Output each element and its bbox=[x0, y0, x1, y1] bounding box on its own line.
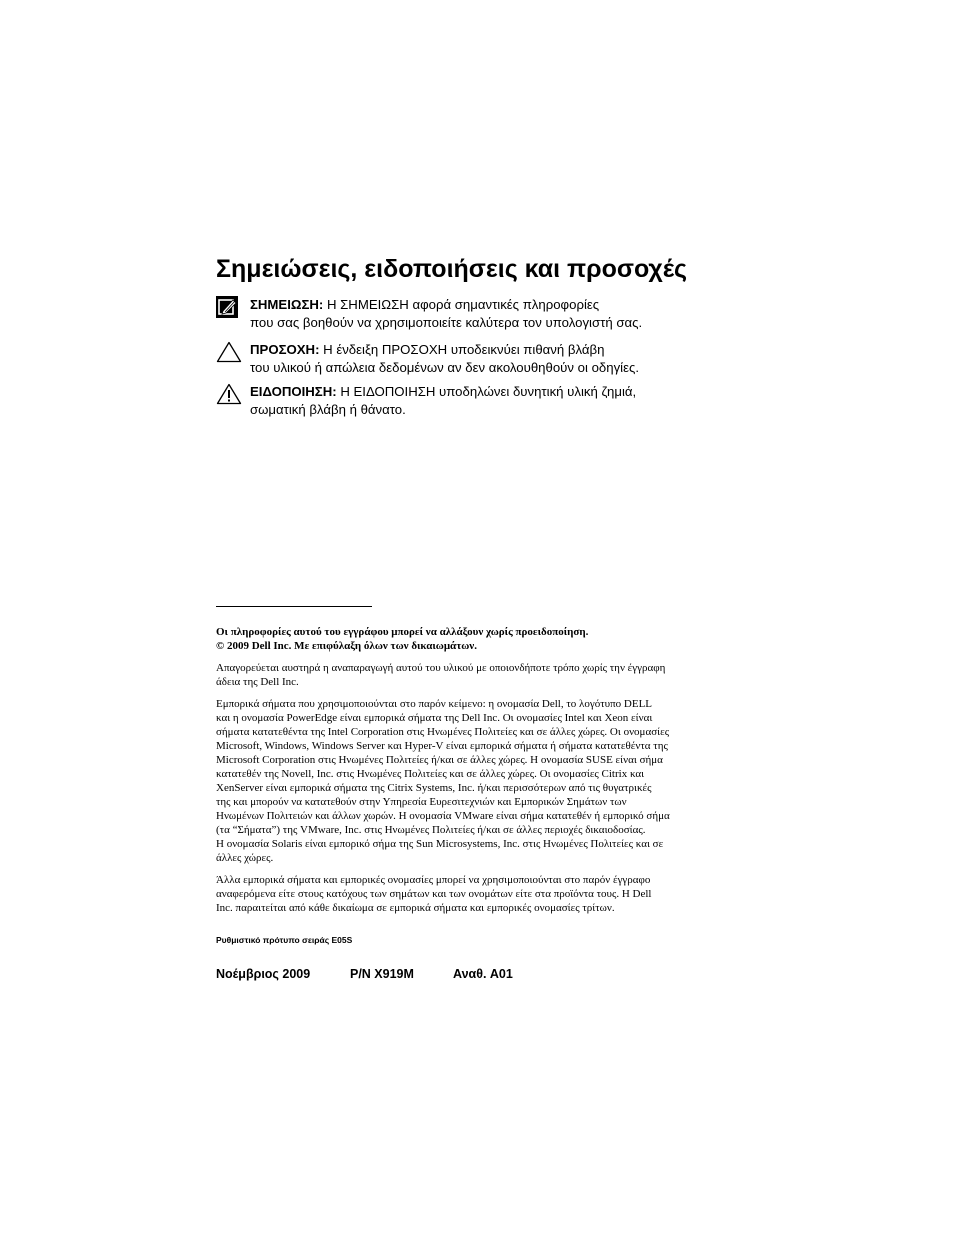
other-marks-line: Inc. παραιτείται από κάθε δικαίωμα σε εμπορικά σήματα και εμπορικές ονομασίες τρίτων. bbox=[216, 902, 615, 914]
trademark-line: Ηνωμένων Πολιτειών και άλλων χωρών. Η ονομασία VMware είναι σήμα κατατεθέν ή εμπορικό σήμα bbox=[216, 810, 670, 822]
trademark-line: άλλες χώρες. bbox=[216, 852, 274, 864]
legal-copyright: © 2009 Dell Inc. Με επιφύλαξη όλων των δικαιωμάτων. bbox=[216, 640, 477, 652]
warning-text-line-1: Η ΕΙΔΟΠΟΙΗΣΗ υποδηλώνει δυνητική υλική ζημιά, bbox=[340, 384, 637, 399]
trademark-line: XenServer είναι εμπορικά σήματα της Citrix Systems, Inc. ή/και περισσότερων από τις θυγατρικές bbox=[216, 782, 652, 794]
note-text-line-2: που σας βοηθούν να χρησιμοποιείτε καλύτερα τον υπολογιστή σας. bbox=[250, 315, 643, 330]
legal-other-marks-block bbox=[216, 873, 716, 915]
note-label: ΣΗΜΕΙΩΣΗ: bbox=[250, 297, 324, 312]
caution-label: ΠΡΟΣΟΧΗ: bbox=[250, 342, 320, 357]
trademark-line: Microsoft Corporation στις Ηνωμένες Πολιτείες ή/και σε άλλες χώρες. Η ονομασία SUSE είναι σήμα bbox=[216, 754, 663, 766]
page-title: Σημειώσεις, ειδοποιήσεις και προσοχές bbox=[216, 255, 688, 283]
caution-triangle-icon bbox=[216, 341, 242, 363]
footer-date: Νοέμβριος 2009 bbox=[216, 967, 311, 981]
warning-text-line-2: σωματική βλάβη ή θάνατο. bbox=[250, 402, 406, 417]
legal-bold-block bbox=[216, 625, 716, 653]
trademark-line: σήματα κατατεθέντα της Intel Corporation στις Ηνωμένες Πολιτείες και σε άλλες χώρες. Οι ονομασίες bbox=[216, 726, 670, 738]
regulatory-model: Ρυθμιστικό πρότυπο σειράς E05S bbox=[216, 935, 353, 945]
legal-change-notice: Οι πληροφορίες αυτού του εγγράφου μπορεί να αλλάξουν χωρίς προειδοποίηση. bbox=[216, 626, 589, 638]
legal-reproduction-block bbox=[216, 661, 716, 689]
trademark-line: της και μπορούν να κατατεθούν στην Υπηρεσία Ευρεσιτεχνιών και Εμπορικών Σημάτων των bbox=[216, 796, 627, 808]
caution-text-line-2: του υλικού ή απώλεια δεδομένων αν δεν ακολουθηθούν οι οδηγίες. bbox=[250, 360, 640, 375]
separator-rule bbox=[216, 606, 372, 607]
trademark-line: (τα “Σήματα”) της VMware, Inc. στις Ηνωμένες Πολιτείες ή/και σε άλλες περιοχές δικαιοδοσίας. bbox=[216, 824, 646, 836]
reproduction-line: άδεια της Dell Inc. bbox=[216, 676, 299, 688]
footer-part-number: P/N X919M bbox=[350, 967, 414, 981]
footer-revision: Αναθ. A01 bbox=[453, 967, 513, 981]
caution-text-line-1: Η ένδειξη ΠΡΟΣΟΧΗ υποδεικνύει πιθανή βλάβη bbox=[323, 342, 605, 357]
reproduction-line: Απαγορεύεται αυστηρά η αναπαραγωγή αυτού του υλικού με οποιονδήποτε τρόπο χωρίς την έγγραφη bbox=[216, 662, 666, 674]
trademark-line: Εμπορικά σήματα που χρησιμοποιούνται στο παρόν κείμενο: η ονομασία Dell, το λογότυπο DELL bbox=[216, 698, 653, 710]
note-text-line-1: Η ΣΗΜΕΙΩΣΗ αφορά σημαντικές πληροφορίες bbox=[326, 297, 600, 312]
trademark-line: κατατεθέν της Novell, Inc. στις Ηνωμένες Πολιτείες και σε άλλες χώρες. Οι ονομασίες Citrix και bbox=[216, 768, 645, 780]
trademark-line: Microsoft, Windows, Windows Server και Hyper-V είναι εμπορικά σήματα ή σήματα κατατεθέντα της bbox=[216, 740, 668, 752]
other-marks-line: αναφερόμενα είτε στους κατόχους των σημάτων και των ονομάτων είτε στα προϊόντα τους. Η Dell bbox=[216, 888, 652, 900]
trademark-line: και η ονομασία PowerEdge είναι εμπορικά σήματα της Dell Inc. Οι ονομασίες Intel και Xeon είναι bbox=[216, 712, 653, 724]
warning-label: ΕΙΔΟΠΟΙΗΣΗ: bbox=[250, 384, 337, 399]
other-marks-line: Άλλα εμπορικά σήματα και εμπορικές ονομασίες μπορεί να χρησιμοποιούνται στο παρόν έγγραφο bbox=[216, 874, 651, 886]
note-pencil-icon bbox=[216, 296, 242, 318]
trademark-line: Η ονομασία Solaris είναι εμπορικό σήμα της Sun Microsystems, Inc. στις Ηνωμένες Πολιτείες και σε bbox=[216, 838, 664, 850]
warning-triangle-icon bbox=[216, 383, 242, 405]
legal-trademarks-block bbox=[216, 697, 716, 865]
